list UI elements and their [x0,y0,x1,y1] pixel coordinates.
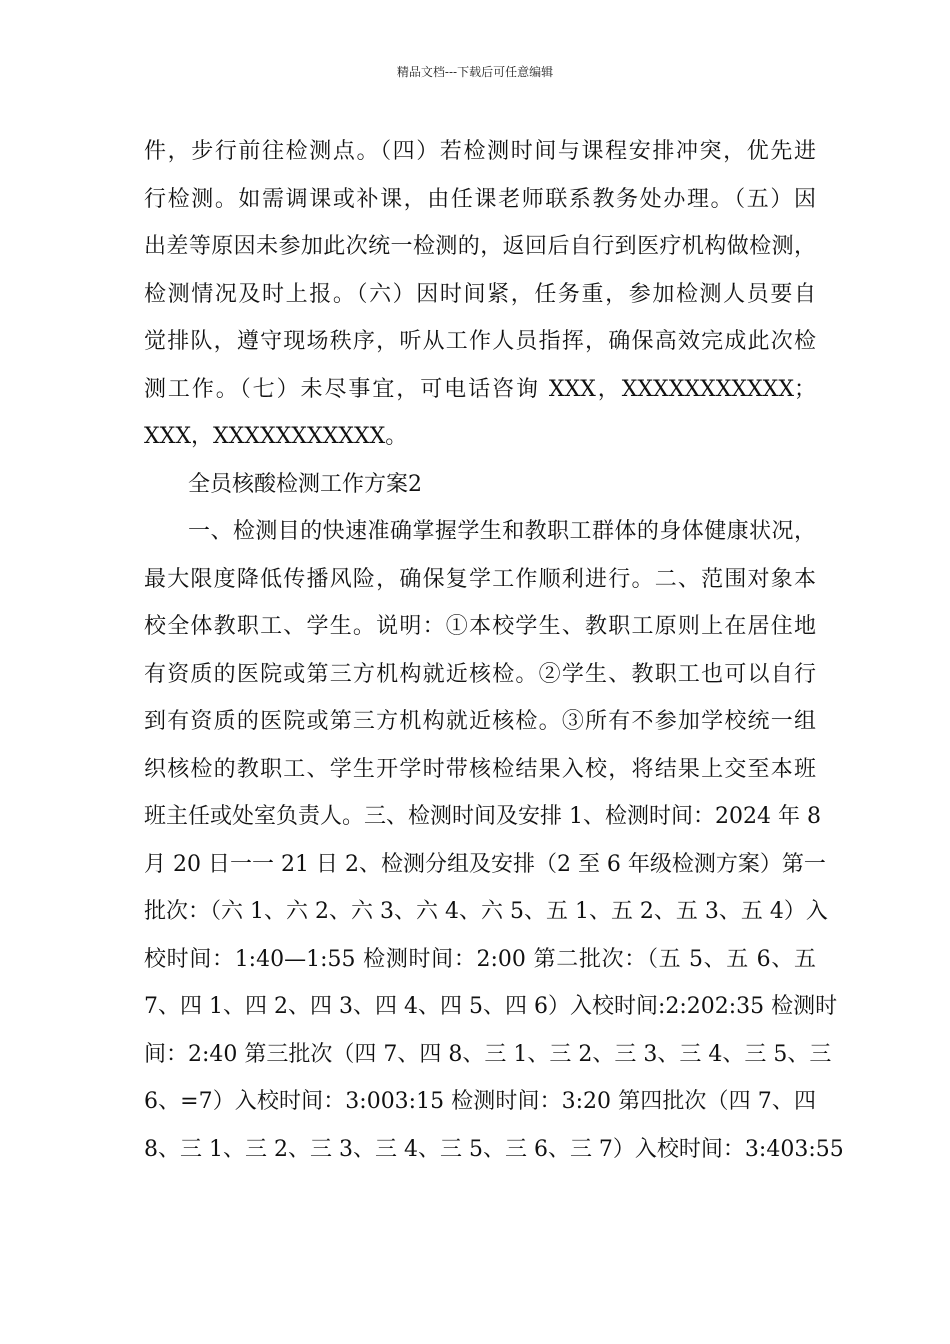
text-line-13: 到有资质的医院或第三方机构就近核检。③所有不参加学校统一组 [144,709,816,734]
text-line-20: 间：2:40 第三批次（四 7、四 8、三 1、三 2、三 3、三 4、三 5、三 [144,1041,832,1067]
text-line-15: 班主任或处室负责人。三、检测时间及安排 1、检测时间：2024 年 8 [144,804,821,829]
text-line-7: XXX，XXXXXXXXXXX。 [144,424,408,449]
document-body [144,128,844,1173]
text-line-17: 批次：（六 1、六 2、六 3、六 4、六 5、五 1、五 2、五 3、五 4）入 [144,899,828,924]
page-header: 精品文档---下载后可任意编辑 [396,65,554,79]
text-line-10: 最大限度降低传播风险，确保复学工作顺利进行。二、范围对象本 [144,566,816,592]
text-line-1: 件，步行前往检测点。（四）若检测时间与课程安排冲突，优先进 [144,139,816,164]
text-line-18: 校时间：1:40—1:55 检测时间：2:00 第二批次：（五 5、五 6、五 [144,946,816,972]
text-line-5: 觉排队，遵守现场秩序，听从工作人员指挥，确保高效完成此次检 [144,329,816,354]
text-line-21: 6、=7）入校时间：3:003:15 检测时间：3:20 第四批次（四 7、四 [144,1089,816,1114]
text-line-19: 7、四 1、四 2、四 3、四 4、四 5、四 6）入校时间:2:202:35 检测时 [144,994,838,1019]
text-line-16: 月 20 日一一 21 日 2、检测分组及安排（2 至 6 年级检测方案）第一 [144,851,826,877]
text-line-6: 测工作。（七）未尽事宜，可电话咨询 XXX，XXXXXXXXXXX； [144,376,816,402]
text-line-4: 检测情况及时上报。（六）因时间紧，任务重，参加检测人员要自 [144,281,816,307]
text-line-14: 织核检的教职工、学生开学时带核检结果入校，将结果上交至本班 [144,756,816,782]
section-title: 全员核酸检测工作方案2 [188,471,422,497]
text-line-22: 8、三 1、三 2、三 3、三 4、三 5、三 6、三 7）入校时间：3:403:55 [144,1136,844,1162]
text-line-9: 一、检测目的快速准确掌握学生和教职工群体的身体健康状况， [188,519,816,544]
text-line-2: 行检测。如需调课或补课，由任课老师联系教务处办理。（五）因 [144,186,816,212]
text-line-3: 出差等原因未参加此次统一检测的，返回后自行到医疗机构做检测， [144,234,816,259]
text-line-12: 有资质的医院或第三方机构就近核检。②学生、教职工也可以自行 [144,661,816,687]
text-line-11: 校全体教职工、学生。说明：①本校学生、教职工原则上在居住地 [144,614,816,639]
